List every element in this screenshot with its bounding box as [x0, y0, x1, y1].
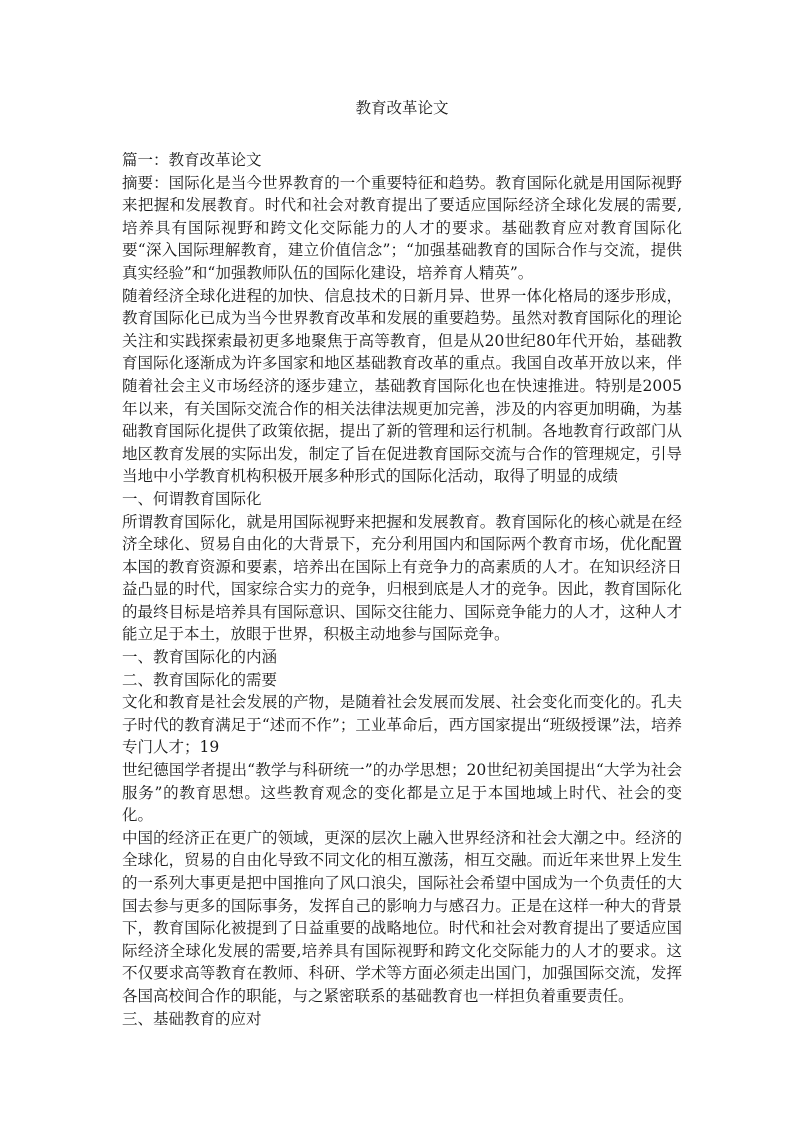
- document-page: [122, 97, 682, 1030]
- culture-paragraph: 文化和教育是社会发展的产物，是随着社会发展而发展、社会变化而变化的。孔夫子时代的教育满足于“述而不作”；工业革命后，西方国家提出“班级授课”法，培养专门人才；19: [122, 693, 682, 757]
- section-heading-connotation: 一、教育国际化的内涵: [122, 648, 278, 667]
- definition-paragraph: 所谓教育国际化，就是用国际视野来把握和发展教育。教育国际化的核心就是在经济全球化、贸易自由化的大背景下，充分利用国内和国际两个教育市场，优化配置本国的教育资源和要素，培养出在国际上有竞争力的高素质的人才。在知识经济日益凸显的时代，国家综合实力的竞争，归根到底是人才的竞争。因此，教育国际化的最终目标是培养具有国际意识、国际交往能力、国际竞争能力的人才，这种人才能立足于本土，放眼于世界，积极主动地参与国际竞争。: [122, 512, 682, 644]
- china-economy-paragraph: 中国的经济正在更广的领域，更深的层次上融入世界经济和社会大潮之中。经济的全球化，贸易的自由化导致不同文化的相互激荡，相互交融。而近年来世界上发生的一系列大事更是把中国推向了风口浪尖，国际社会希望中国成为一个负责任的大国去参与更多的国际事务，发挥自己的影响力与感召力。正是在这样一种大的背景下，教育国际化被提到了日益重要的战略地位。时代和社会对教育提出了要适应国际经济全球化发展的需要,培养具有国际视野和跨文化交际能力的人才的要求。这不仅要求高等教育在教师、科研、学术等方面必须走出国门，加强国际交流，发挥各国高校间合作的职能，与之紧密联系的基础教育也一样担负着重要责任。: [122, 828, 682, 1005]
- document-title: 教育改革论文: [355, 99, 449, 117]
- century-paragraph: 世纪德国学者提出“教学与科研统一”的办学思想；20世纪初美国提出“大学为社会服务”的教育思想。这些教育观念的变化都是立足于本国地域上时代、社会的变化。: [122, 761, 682, 825]
- intro-paragraph: 随着经济全球化进程的加快、信息技术的日新月异、世界一体化格局的逐步形成，教育国际化已成为当今世界教育改革和发展的重要趋势。虽然对教育国际化的理论关注和实践探索最初更多地聚焦于高等教育，但是从20世纪80年代开始，基础教育国际化逐渐成为许多国家和地区基础教育改革的重点。我国自改革开放以来，伴随着社会主义市场经济的逐步建立，基础教育国际化也在快速推进。特别是2005年以来，有关国际交流合作的相关法律法规更加完善，涉及的内容更加明确，为基础教育国际化提供了政策依据，提出了新的管理和运行机制。各地教育行政部门从地区教育发展的实际出发，制定了旨在促进教育国际交流与合作的管理规定，引导当地中小学教育机构积极开展多种形式的国际化活动，取得了明显的成绩: [122, 286, 682, 486]
- section-heading-what-is: 一、何谓教育国际化: [122, 489, 262, 508]
- section-heading-article-one: 篇一：教育改革论文: [122, 151, 262, 169]
- abstract-paragraph: 摘要：国际化是当今世界教育的一个重要特征和趋势。教育国际化就是用国际视野来把握和发展教育。时代和社会对教育提出了要适应国际经济全球化发展的需要,培养具有国际视野和跨文化交际能力的人才的要求。基础教育应对教育国际化要“深入国际理解教育，建立价值信念”；“加强基础教育的国际合作与交流，提供真实经验”和“加强教师队伍的国际化建设，培养育人精英”。: [122, 173, 682, 282]
- section-heading-needs: 二、教育国际化的需要: [122, 670, 278, 689]
- section-heading-response: 三、基础教育的应对: [122, 1009, 262, 1028]
